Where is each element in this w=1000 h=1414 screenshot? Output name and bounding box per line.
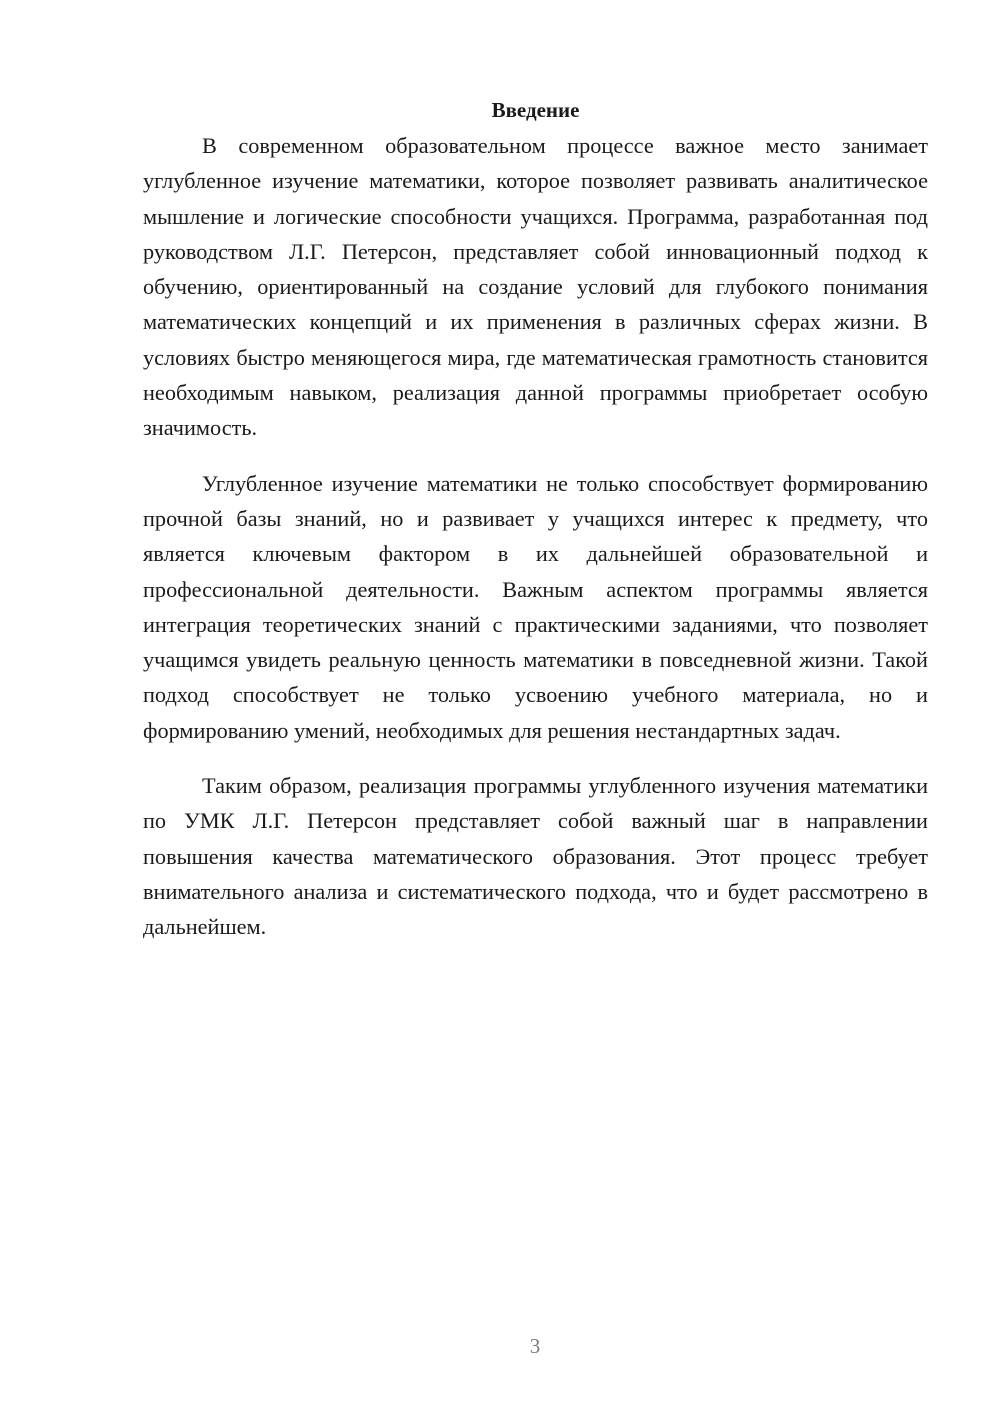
page-number: 3 [529, 1334, 541, 1358]
paragraph-3: Таким образом, реализация программы углубленного изучения математики по УМК Л.Г. Петерсон представляет собой важный шаг в направлении повышения качества математического образования. Этот процесс требует внимательного анализа и систематического подхода, что и будет рассмотрено в дальнейшем. [143, 773, 928, 940]
paragraph-1: В современном образовательном процессе важное место занимает углубленное изучение математики, которое позволяет развивать аналитическое мышление и логические способности учащихся. Программа, разработанная под руководством Л.Г. Петерсон, представляет собой инновационный подход к обучению, ориентированный на создание условий для глубокого понимания математических концепций и их применения в различных сферах жизни. В условиях быстро меняющегося мира, где математическая грамотность становится необходимым навыком, реализация данной программы приобретает особую значимость. [143, 133, 928, 441]
page-content [143, 92, 928, 945]
section-title: Введение [491, 98, 580, 122]
paragraph-2: Углубленное изучение математики не только способствует формированию прочной базы знаний, но и развивает у учащихся интерес к предмету, что является ключевым фактором в их дальнейшей образовательной и профессиональной деятельности. Важным аспектом программы является интеграция теоретических знаний с практическими заданиями, что позволяет учащимся увидеть реальную ценность математики в повседневной жизни. Такой подход способствует не только усвоению учебного материала, но и формированию умений, необходимых для решения нестандартных задач. [143, 470, 928, 743]
